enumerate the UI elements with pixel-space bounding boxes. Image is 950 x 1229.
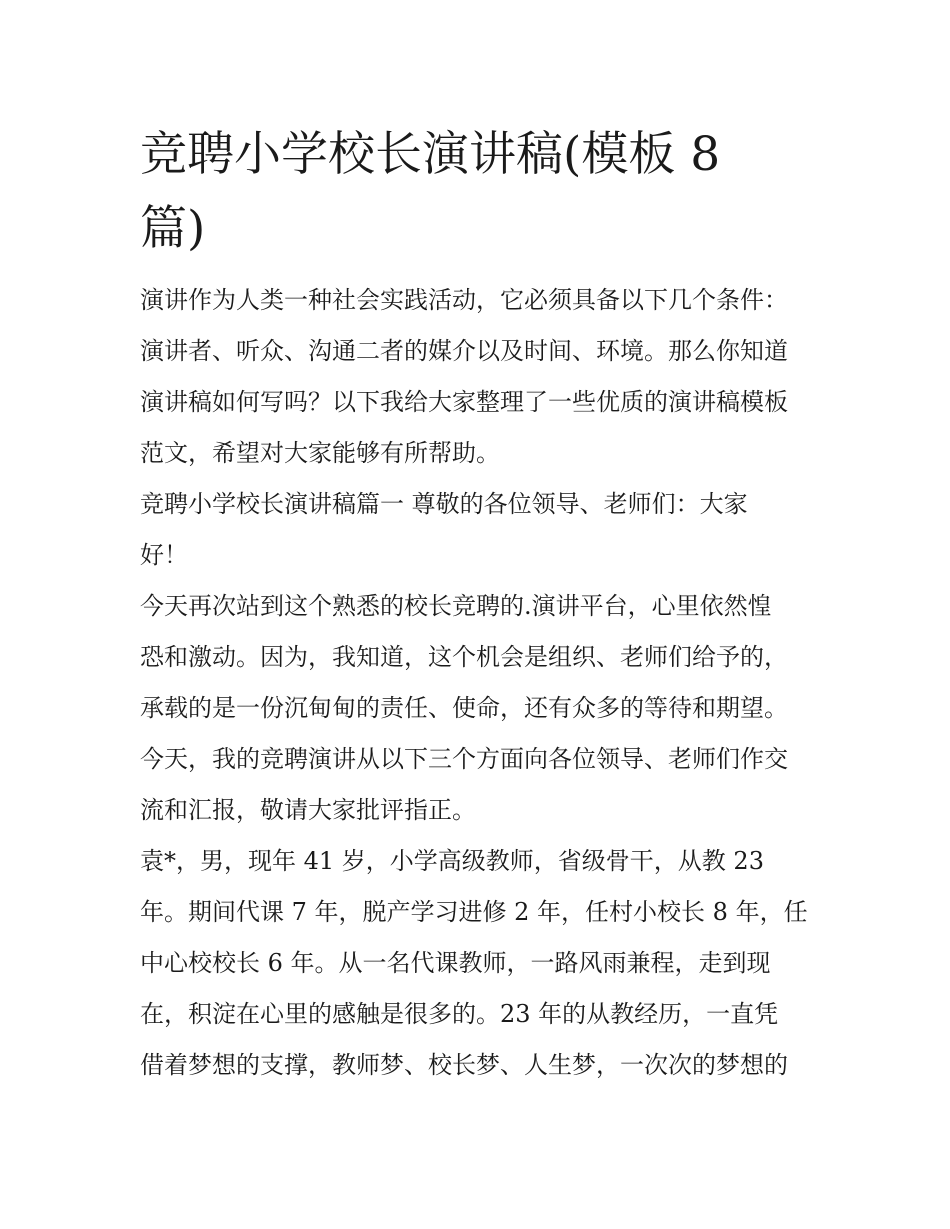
body-line: 流和汇报，敬请大家批评指正。 bbox=[140, 796, 476, 824]
body-line: 借着梦想的支撑，教师梦、校长梦、人生梦，一次次的梦想的 bbox=[140, 1051, 788, 1079]
body-line: 恐和激动。因为，我知道，这个机会是组织、老师们给予的， bbox=[140, 643, 788, 671]
body-line: 今天，我的竞聘演讲从以下三个方面向各位领导、老师们作交 bbox=[140, 745, 788, 773]
body-line: 演讲作为人类一种社会实践活动，它必须具备以下几个条件： bbox=[140, 286, 788, 314]
body-line: 今天再次站到这个熟悉的校长竞聘的.演讲平台，心里依然惶 bbox=[140, 592, 772, 620]
body-line: 演讲者、听众、沟通二者的媒介以及时间、环境。那么你知道 bbox=[140, 337, 788, 365]
body-line: 范文，希望对大家能够有所帮助。 bbox=[140, 439, 500, 467]
title-line-2: 篇) bbox=[140, 201, 206, 256]
body-line: 承载的是一份沉甸甸的责任、使命，还有众多的等待和期望。 bbox=[140, 694, 788, 722]
body-line: 中心校校长 6 年。从一名代课教师，一路风雨兼程，走到现 bbox=[140, 949, 771, 977]
title-line-1: 竞聘小学校长演讲稿(模板 8 bbox=[140, 127, 721, 182]
body-line: 袁*，男，现年 41 岁，小学高级教师，省级骨干，从教 23 bbox=[140, 847, 764, 875]
body-line: 竞聘小学校长演讲稿篇一 尊敬的各位领导、老师们：大家 bbox=[140, 490, 748, 518]
body-line: 在，积淀在心里的感触是很多的。23 年的从教经历，一直凭 bbox=[140, 1000, 779, 1028]
body-line: 年。期间代课 7 年，脱产学习进修 2 年，任村小校长 8 年，任 bbox=[140, 898, 808, 926]
body-line: 演讲稿如何写吗？以下我给大家整理了一些优质的演讲稿模板 bbox=[140, 388, 788, 416]
document-title bbox=[140, 118, 780, 266]
body-line: 好！ bbox=[140, 541, 188, 569]
document-body bbox=[140, 275, 820, 1091]
